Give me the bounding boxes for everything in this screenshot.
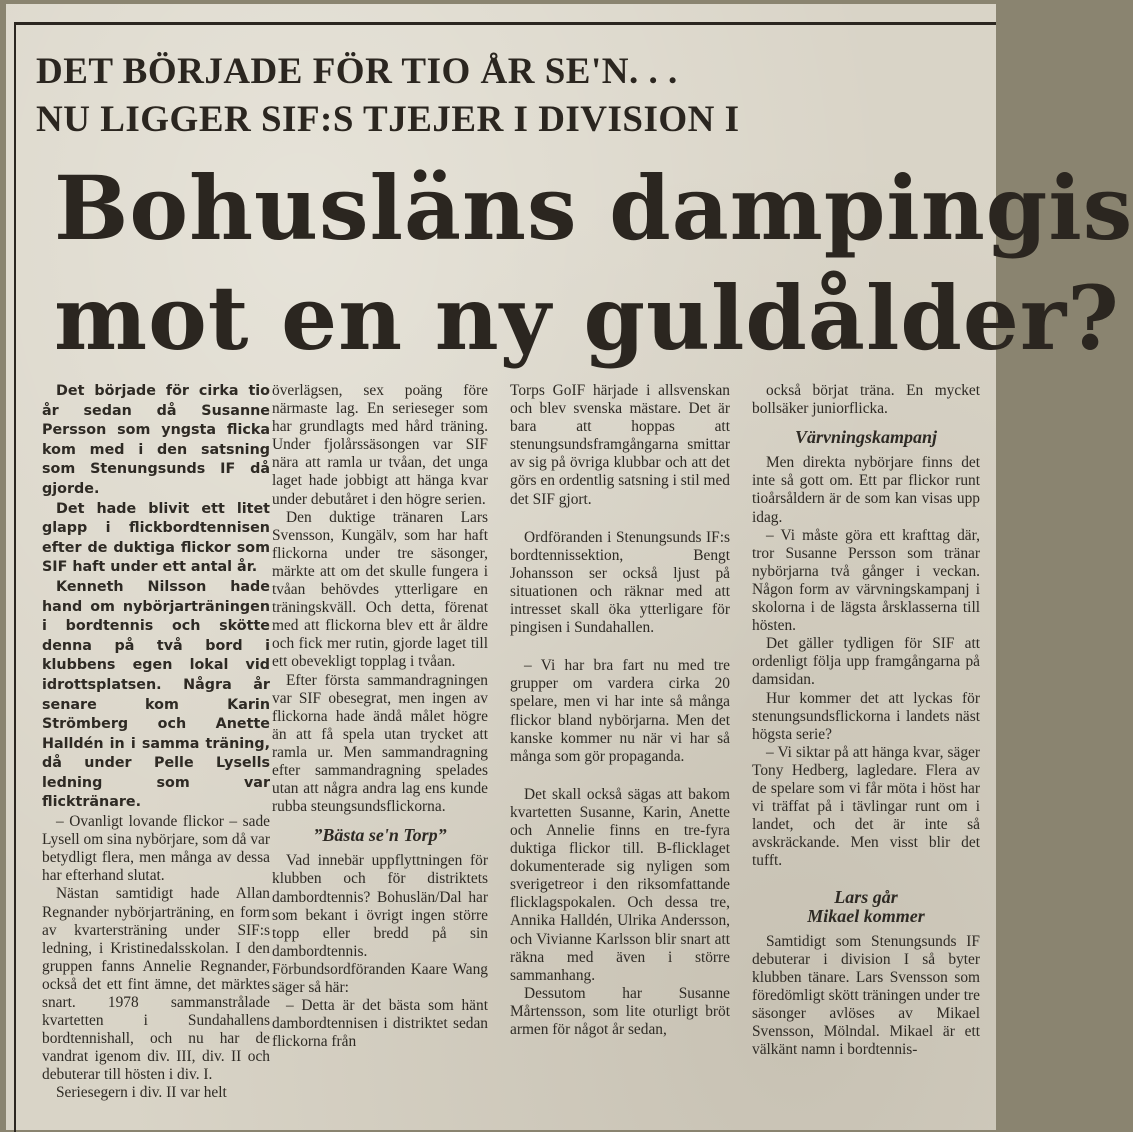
paragraph: Men direkta nybörjare finns det inte så gott om. Ett par flickor runt tioårsåldern är de som kan visas upp idag. (752, 454, 980, 526)
headline-line-1: Bohusläns dampingis (54, 156, 1133, 260)
paragraph: Det skall också sägas att bakom kvartetten Susanne, Karin, Anette och Annelie finns en tre-fyra duktiga flickor till. B-flicklaget dokumenterade sig nyligen som sverigetreor i den riksomfattande flicklagspokalen. Och dessa tre, Annika Halldén, Ulrika Andersson, och Vivianne Karlsson blir snart att räkna med även i större sammanhang. (510, 785, 730, 984)
paragraph: – Vi har bra fart nu med tre grupper om vardera cirka 20 spelare, men vi har inte så många flickor bland nybörjarna. Men det kanske kommer nu när vi har så många som gör propaganda. (510, 657, 730, 765)
subheading: Mikael kommer (807, 905, 925, 926)
paragraph: Samtidigt som Stenungsunds IF debuterar i division I så byter klubben tänare. Lars Svensson som föredömligt skött träningen under tre säsonger avlöses av Mikael Svensson, Mölndal. Mikael är ett välkänt namn i bordtennis- (752, 932, 980, 1059)
kicker-line-2: NU LIGGER SIF:S TJEJER I DIVISION I (36, 99, 740, 140)
subheading: Lars går (834, 887, 898, 908)
subheading: Värvningskampanj (794, 427, 938, 448)
paragraph: Torps GoIF härjade i allsvenskan och blev svenska mästare. Det är bara att hoppas att stenungsundsframgångarna smittar av sig på övriga klubbar och att det görs en ordentlig satsning i stil med det SIF gjort. (510, 382, 730, 508)
paragraph: Efter första sammandragningen var SIF obesegrat, men ingen av flickorna hade ändå målet högre än att få spela utan trycket att ramla ur. Men sammandragning efter sammandragning spelades utan att några andra lag ens kunde rubba steungsundsflickorna. (272, 671, 488, 816)
paragraph: Vad innebär uppflyttningen för klubben och för distriktets dambordtennis? Bohuslän/Dal har som bekant i övrigt ingen större topp eller bredd på sin dambordtennis. Förbundsordföranden Kaare Wang säger så här: (272, 852, 488, 996)
article-column-1 (42, 382, 270, 1103)
paragraph: Den duktige tränaren Lars Svensson, Kungälv, som har haft flickorna under tre säsonger, märkte att om det skulle fungera i tvåan behövdes ytterligare en träningskväll. Och detta, förenat med att flickorna blev ett år äldre och fick mer rutin, gjorde laget till ett obevekligt topplag i tvåan. (272, 508, 488, 671)
paragraph: – Vi siktar på att hänga kvar, säger Tony Hedberg, lagledare. Flera av de spelare som vi får möta i höst har vi träffat på i tävlingar runt om i landet, och det är inte så avskräckande. Men visst blir det tufft. (752, 743, 980, 870)
newspaper-clipping (6, 4, 1133, 1130)
paragraph: – Vi måste göra ett krafttag där, tror Susanne Persson som tränar nybörjarna två gånger i veckan. Någon form av värvningskampanj i skolorna i de lägsta årsklasserna till hösten. (752, 526, 980, 635)
paragraph: Ordföranden i Stenungsunds IF:s bordtennissektion, Bengt Johansson ser också ljust på situationen och räknar med att intresset skall öka ytterligare för pingisen i Sundahallen. (510, 528, 730, 637)
headline-line-2: mot en ny guldålder? (54, 266, 1120, 370)
paragraph: Nästan samtidigt hade Allan Regnander nybörjarträning, en form av kvartersträning under SIF:s ledning, i Kristinedalsskolan. I den gruppen fanns Annelie Regnander, också det ett fint ämne, det märktes snart. 1978 sammanstrålade kvartetten i Sundahallens bordtennishall, och nu har de vandrat igenom div. III, div. II och debuterar till hösten i div. I. (42, 885, 270, 1084)
subheading: ”Bästa se'n Torp” (313, 825, 447, 846)
article-column-3 (510, 382, 730, 1039)
paragraph: – Ovanligt lovande flickor – sade Lysell om sina nybörjare, som då var betydligt flera, men många av dessa har efterhand slutat. (42, 813, 270, 885)
column-1-continued (42, 813, 270, 1103)
paragraph: också börjat träna. En mycket bollsäker juniorflicka. (752, 382, 980, 418)
paragraph: Seriesegern i div. II var helt (56, 1084, 227, 1102)
article-column-4 (752, 382, 980, 1059)
article-column-2 (272, 382, 488, 1051)
paragraph: Det hade blivit ett litet glapp i flickbordtennisen efter de duktiga flickor som SIF haft under ett antal år. (42, 500, 270, 576)
paragraph: överlägsen, sex poäng före närmaste lag. En serieseger som har grundlagts med hård träning. Under fjolårssäsongen var SIF nära att ramla ur tvåan, det unga laget hade jobbigt att hänga kvar under debutåret i den högre serien. (272, 382, 488, 508)
paragraph: Det började för cirka tio år sedan då Susanne Persson som yngsta flicka kom med i den satsning som Stenungsunds IF då gjorde. (42, 383, 270, 497)
paragraph: Dessutom har Susanne Mårtensson, som lite oturligt bröt armen för något år sedan, (510, 984, 730, 1038)
paragraph: Det gäller tydligen för SIF att ordenligt följa upp framgångarna på damsidan. (752, 635, 980, 689)
paragraph: – Detta är det bästa som hänt dambordtennisen i distriktet sedan flickorna från (272, 997, 488, 1051)
kicker-line-1: DET BÖRJADE FÖR TIO ÅR SE'N. . . (36, 51, 678, 92)
paragraph: Hur kommer det att lyckas för stenungsundsflickorna i landets näst högsta serie? (752, 689, 980, 743)
paragraph: Kenneth Nilsson hade hand om nybörjarträningen i bordtennis och skötte denna på två bord i klubbens egen lokal vid idrottsplatsen. Några år senare kom Karin Strömberg och Anette Halldén in i samma träning, då under Pelle Lysells ledning som var flicktränare. (42, 578, 270, 811)
